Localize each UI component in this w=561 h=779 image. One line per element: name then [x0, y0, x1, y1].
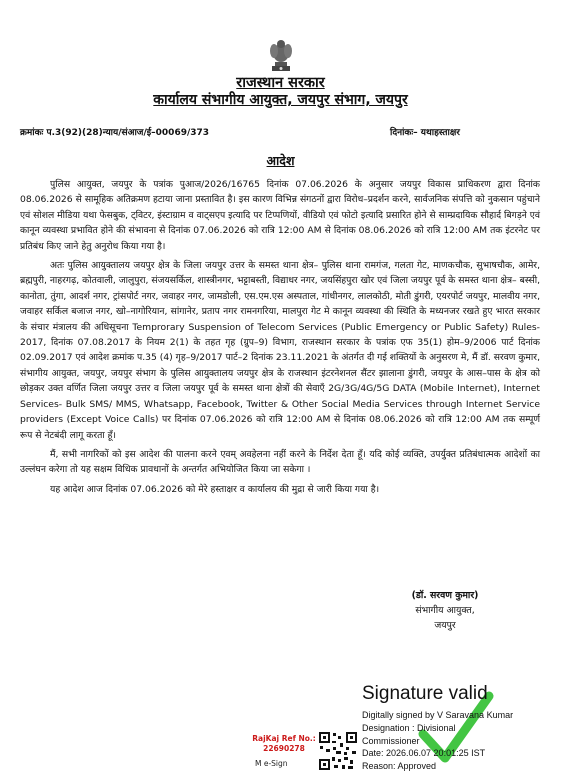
esign-label: M e-Sign: [255, 759, 288, 768]
rajkaj-label: RajKaj Ref No.:: [252, 734, 316, 743]
paragraph-request: पुलिस आयुक्त, जयपुर के पत्रांक पुआज/2026/16765 दिनांक 07.06.2026 के अनुसार जयपुर विकास प्राधिकरण द्वारा दिनांक 08.06.2026 से सामूहिक अतिक्रमण हटाया जाना प्रस्तावित है। इस कारण विभिन्न संगठनों द्वारा विरोध–प्रदर्शन करने, सार्वजनिक संपत्ति को नुकसान पहुंचाने एवं सोशल मीडिया यथा फेसबुक, ट्विटर, इंस्टाग्राम व वाट्सएप इत्यादि पर टिप्पणियों, वीडियो एवं फोटो इत्यादि प्रसारित होने से साम्प्रदायिक सौहार्द बिगड़ने एवं कानून व्यवस्था प्रभावित होने की संभावना से दिनांक 07.06.2026 को रात्रि 12:00 AM से दिनांक 08.06.2026 को रात्रि 12:00 AM तक इंटरनेट पर प्रतिबंध किए जाने हेतु अनुरोध किया गया है।: [20, 179, 540, 252]
reference-number: क्रमांकः प.3(92)(28)न्याय/संआज/ई–00069/373: [20, 128, 210, 138]
paragraph-issue: यह आदेश आज दिनांक 07.06.2026 को मेरे हस्ताक्षर व कार्यालय की मुद्रा से जारी किया गया है।: [50, 483, 380, 495]
signatory-designation: संभागीय आयुक्त,: [415, 605, 475, 616]
rajkaj-number: 22690278: [263, 744, 305, 753]
paragraph-compliance: मैं, सभी नागरिकों को इस आदेश की पालना करने एवम् अवहेलना नहीं करने के निर्देश देता हूँ। यदि कोई व्यक्ति, उपर्युक्त प्रतिबंधात्मक आदेशों का उल्लंघन करेगा तो यह सक्षम विधिक प्रावधानों के अन्तर्गत अभियोजित किया जा सकेगा ।: [20, 448, 540, 476]
signature-designation-cont: Commissioner: [362, 735, 420, 746]
rajkaj-reference: [246, 734, 322, 754]
paragraph-order: अतः पुलिस आयुक्तालय जयपुर क्षेत्र के जिला जयपुर उत्तर के समस्त थाना क्षेत्र– पुलिस थाना रामगंज, गलता गेट, माणकचौक, सुभाषचौक, आमेर, ब्रह्मपुरी, नाहरगढ़, कोतवाली, जालुपुरा, संजयसर्किल, शास्त्रीनगर, भट्टाबस्ती, विद्याधर नगर, जयसिंहपुरा खोर एवं जिला जयपुर पूर्व के समस्त थाना क्षेत्र– बस्सी, कानोता, तुंगा, आदर्श नगर, ट्रांसपोर्ट नगर, जवाहर नगर, जामडोली, एस.एम.एस अस्पताल, गांधीनगर, लालकोठी, मोती डुंगरी, एयरपोर्ट जयपुर, मालवीय नगर, जवाहर सर्किल बजाज नगर, खो–नागोरियान, सांगानेर, प्रताप नगर रामनगरिया, मालपुरा गेट मे कानून व्यवस्था की स्थिति के मध्यनजर रखते हुए भारत सरकार के संचार मंत्रालय की अधिसूचना Temprorary Suspension of Telecom Services (Public Emergency or Public Safety) Rules-2017, दिनांक 07.08.2017 के नियम 2(1) के तहत गृह (ग्रुप–9) विभाग, राजस्थान सरकार के पत्रांक एफ 35(1) होम–9/2006 पार्ट दिनांक 02.09.2017 एवं आदेश क्रमांक प.35 (4) गृह–9/2017 पार्ट–2 दिनांक 23.11.2021 के अंतर्गत दी गई शक्तियों के अनुसरण मे, मैं डॉ. सरवण कुमार, संभागीय आयुक्त, जयपुर, जयपुर संभाग के पुलिस आयुक्तालय जयपुर क्षेत्र के राजस्थान इंटरनेशनल सैंटर झालाना डुंगरी, जयपुर के आस–पास के क्षेत्र को छोड़कर उक्त वर्णित जिला जयपुर उत्तर व जिला जयपुर पूर्व के समस्त थाना क्षेत्रों की सेवाएँ 2G/3G/4G/5G DATA (Mobile Internet), Internet Services- Bulk SMS/ MMS, Whatsapp, Facebook, Twitter & Other Social Media Services through Internet Service providers (Except Voice Calls) पर दिनांक 07.06.2026 को रात्रि 12:00 AM से दिनांक 08.06.2026 को रात्रि 12:00 AM तक सम्पूर्ण रूप से नेटबंदी लागू करता हूँ।: [20, 260, 540, 441]
government-heading: राजस्थान सरकार: [236, 75, 325, 91]
digital-signature-details: [362, 709, 513, 773]
signatory-block: [380, 588, 510, 633]
signatory-name: (डॉ. सरवण कुमार): [411, 590, 479, 601]
reference-date: दिनांकः– यथाहस्ताक्षर: [390, 128, 460, 138]
order-title: आदेश: [266, 153, 295, 168]
signature-valid-title: Signature valid: [362, 683, 488, 704]
signature-designation: Designation : Divisional: [362, 722, 456, 733]
order-body: [20, 177, 540, 501]
signature-signed-by: Digitally signed by V Saravana Kumar: [362, 710, 514, 720]
state-emblem-icon: [264, 36, 298, 74]
office-heading: कार्यालय संभागीय आयुक्त, जयपुर संभाग, जयपुर: [153, 92, 408, 108]
signatory-place: जयपुर: [434, 620, 456, 631]
signature-date: Date: 2026.06.07 20:01:25 IST: [362, 748, 486, 759]
signature-reason: Reason: Approved: [362, 761, 437, 772]
qr-code-icon: [318, 731, 358, 771]
